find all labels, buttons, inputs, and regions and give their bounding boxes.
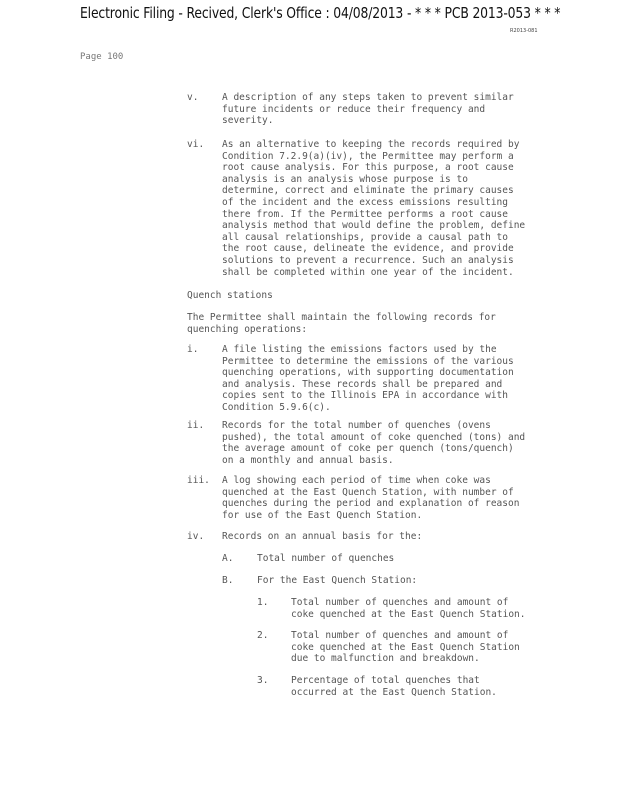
item-number-iv: iv. bbox=[187, 531, 205, 542]
subsub-item-text-3: Percentage of total quenches that occurred at the East Quench Station. bbox=[291, 675, 497, 698]
item-text-iii: A log showing each period of time when coke was quenched at the East Quench Station, with number of quenches during the period and explanation of reason for use of the East Quench Station. bbox=[222, 475, 520, 521]
subsub-item-number-3: 3. bbox=[257, 675, 269, 686]
sub-item-number-b: B. bbox=[222, 575, 234, 586]
subsub-item-number-1: 1. bbox=[257, 597, 269, 608]
sub-item-text-a: Total number of quenches bbox=[257, 553, 395, 564]
item-text-vi: As an alternative to keeping the records required by Condition 7.2.9(a)(iv), the Permittee may perform a root cause analysis. For this purpose, a root cause analysis is an analysis whose purpose is to determine, correct and eliminate the primary causes of the incident and the excess emissions resulting there from. If the Permittee performs a root cause analysis method that would define the problem, define all causal relationships, provide a causal path to the root cause, delineate the evidence, and provide solutions to prevent a recurrence. Such an analysis shall be completed within one year of the incident. bbox=[222, 139, 526, 278]
item-number-vi: vi. bbox=[187, 139, 205, 150]
filing-stamp: R2013-081 bbox=[510, 28, 538, 34]
section-heading: Quench stations bbox=[187, 290, 273, 301]
item-number-iii: iii. bbox=[187, 475, 210, 486]
sub-item-text-b: For the East Quench Station: bbox=[257, 575, 418, 586]
item-text-v: A description of any steps taken to prevent similar future incidents or reduce their frequency and severity. bbox=[222, 92, 514, 127]
subsub-item-number-2: 2. bbox=[257, 630, 269, 641]
item-text-ii: Records for the total number of quenches (ovens pushed), the total amount of coke quenched (tons) and the average amount of coke per quench (tons/quench) on a monthly and annual basis. bbox=[222, 420, 526, 466]
subsub-item-text-1: Total number of quenches and amount of coke quenched at the East Quench Station. bbox=[291, 597, 526, 620]
subsub-item-text-2: Total number of quenches and amount of coke quenched at the East Quench Station due to malfunction and breakdown. bbox=[291, 630, 520, 665]
section-intro: The Permittee shall maintain the following records for quenching operations: bbox=[187, 312, 496, 335]
item-text-iv: Records on an annual basis for the: bbox=[222, 531, 423, 542]
item-number-v: v. bbox=[187, 92, 199, 103]
item-text-i: A file listing the emissions factors used by the Permittee to determine the emissions of the various quenching operations, with supporting documentation and analysis. These records shall be prepared and copies sent to the Illinois EPA in accordance with Condition 5.9.6(c). bbox=[222, 344, 514, 413]
filing-header: Electronic Filing - Recived, Clerk's Office : 04/08/2013 - * * * PCB 2013-053 * * * bbox=[80, 4, 561, 22]
item-number-i: i. bbox=[187, 344, 199, 355]
page-number: Page 100 bbox=[80, 52, 124, 62]
item-number-ii: ii. bbox=[187, 420, 205, 431]
sub-item-number-a: A. bbox=[222, 553, 234, 564]
